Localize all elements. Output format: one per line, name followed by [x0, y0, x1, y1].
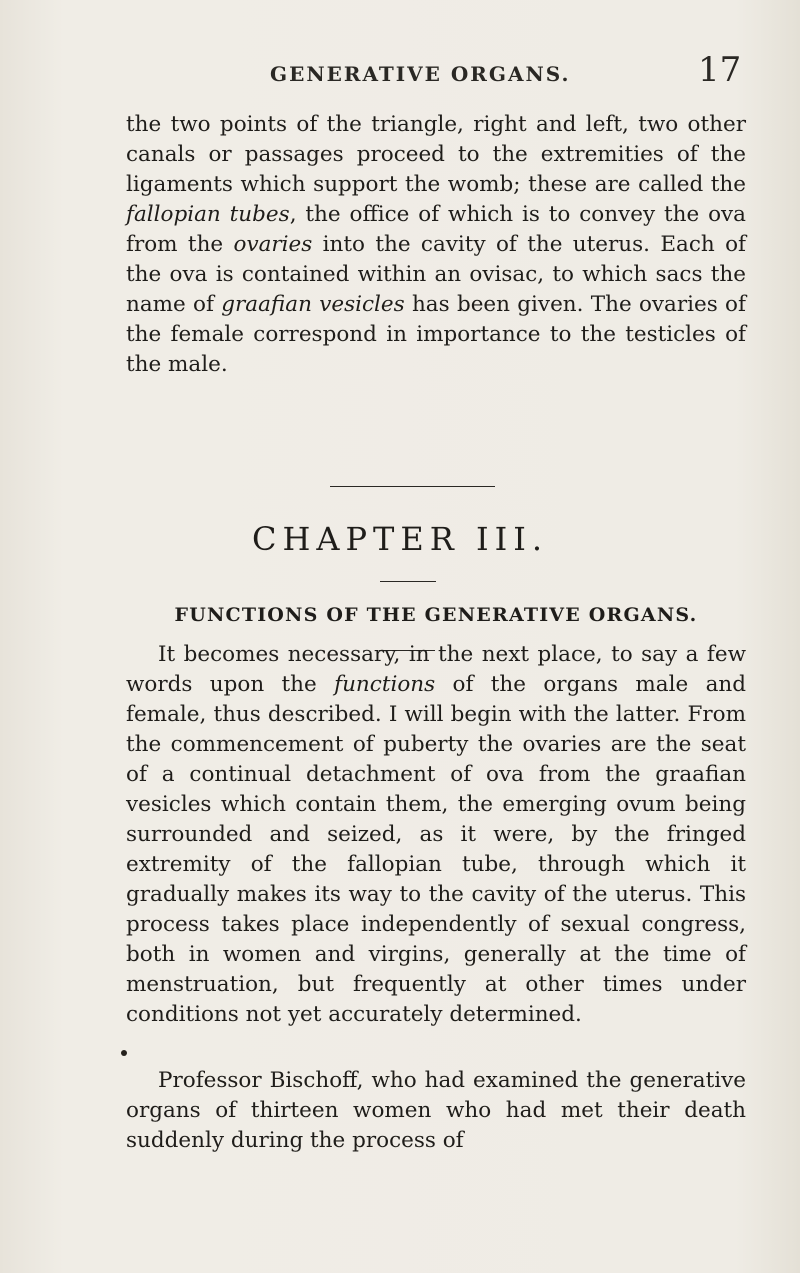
- ovaries-term: ovaries: [233, 232, 313, 257]
- paragraph-top-segment: into the cavity of the uterus. Each of the ova is contained within an ovisac, to which sacs the name of: [126, 232, 746, 317]
- paragraph-main-segment: It becomes necessary, in the next place, to say a few words upon the: [126, 642, 746, 697]
- fallopian-tubes-term: fallopian tubes: [126, 202, 290, 227]
- paragraph-second: Professor Bischoff, who had examined the generative organs of thirteen women who had met their death suddenly during the process of: [126, 1068, 746, 1153]
- paragraph-main: [126, 640, 746, 1030]
- paragraph-top: [126, 110, 746, 380]
- text-block-main: [126, 640, 746, 1030]
- graafian-vesicles-term: graafian vesicles: [221, 292, 405, 317]
- running-title: GENERATIVE ORGANS.: [270, 62, 571, 86]
- paragraph-top-segment: the two points of the triangle, right and left, two other canals or passages proceed to the extremities of the ligaments which support the womb; these are called the: [126, 112, 746, 197]
- paragraph-main-segment: of the organs male and female, thus described. I will begin with the latter. From the commencement of puberty the ovaries are the seat of a continual detachment of ova from the graafian vesicles which contain them, the emerging ovum being surrounded and seized, as it were, by the fringed extremity of the fallopian tube, through which it gradually makes its way to the cavity of the uterus. This process takes place independently of sexual congress, both in women and virgins, generally at the time of menstruation, but frequently at other times under conditions not yet accurately determined.: [126, 672, 746, 1027]
- text-block-top: [126, 110, 746, 380]
- chapter-subtitle: FUNCTIONS OF THE GENERATIVE ORGANS.: [174, 604, 698, 626]
- functions-term: functions: [334, 672, 436, 697]
- paragraph-top-segment: has been given. The ovaries of the female correspond in importance to the testicles of the male.: [126, 292, 746, 377]
- chapter-title: CHAPTER III.: [251, 520, 549, 558]
- chapter-rule-top: [380, 581, 436, 582]
- section-divider: [330, 486, 495, 487]
- running-header: [0, 44, 800, 104]
- text-block-second: [126, 1066, 746, 1156]
- paragraph-top-segment: , the office of which is to convey the ova from the: [126, 202, 746, 257]
- page-number: 17: [698, 50, 742, 90]
- margin-mark: [121, 1050, 127, 1056]
